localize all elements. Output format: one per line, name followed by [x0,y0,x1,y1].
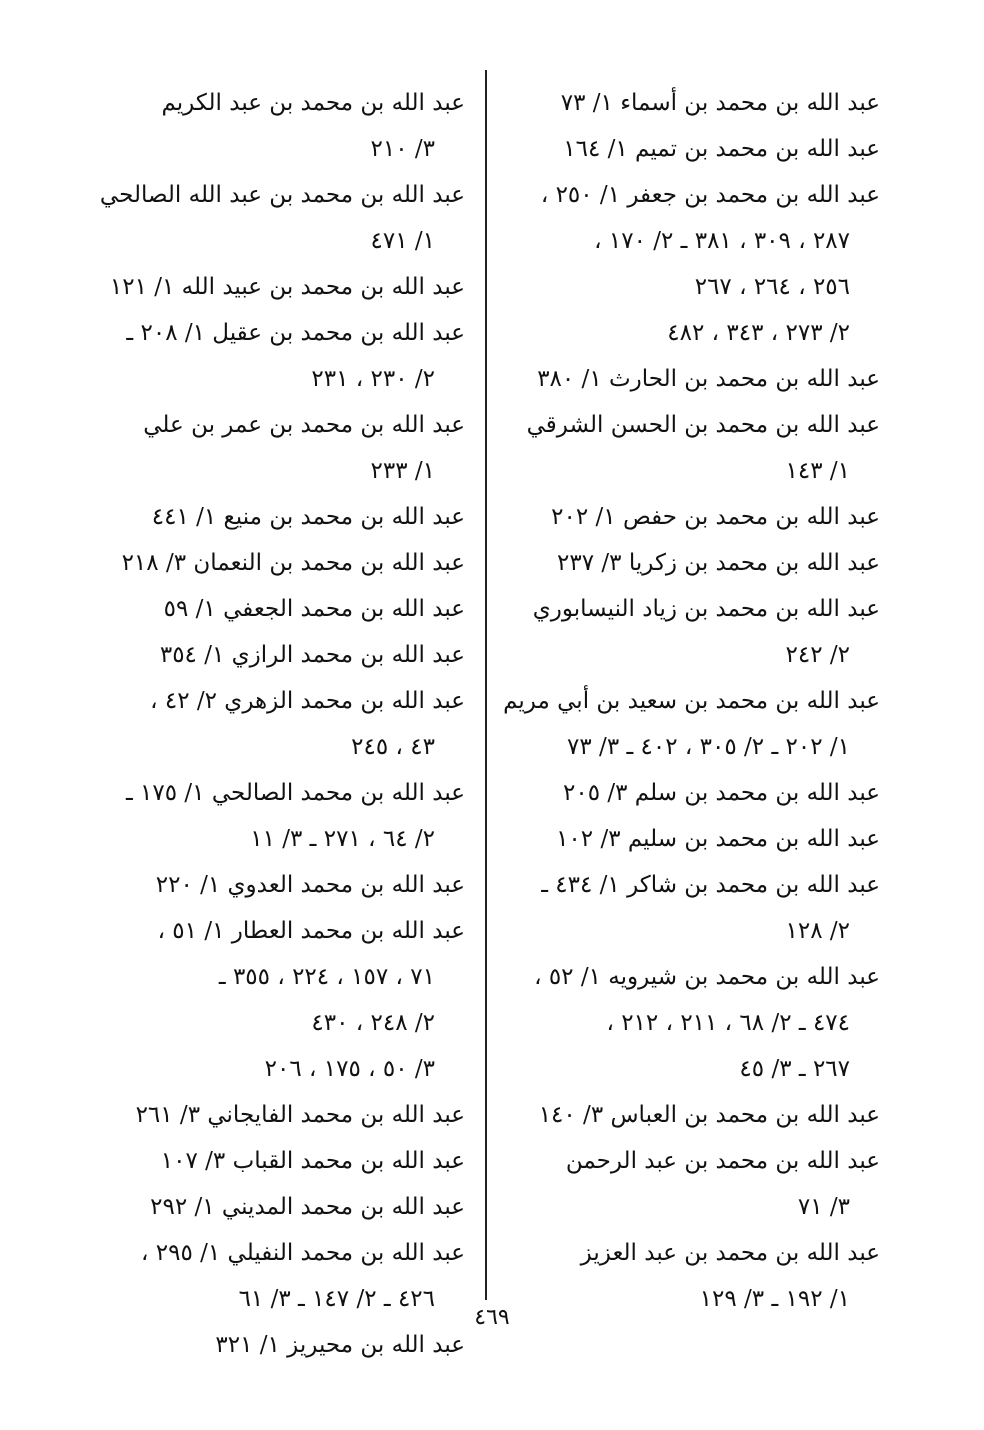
entry-continuation-line: ٢/ ١٢٨ [785,918,850,944]
entry-heading-line: عبد الله بن محمد بن عبد العزيز [580,1240,880,1266]
entry-heading-line: عبد الله بن محمد بن عبد الكريم [161,90,465,116]
index-entry [100,540,465,586]
index-entry [505,770,880,816]
index-entry [505,1092,880,1138]
entry-continuation-line: ٣/ ٢١٠ [370,136,435,162]
index-entry [100,1138,465,1184]
entry-heading-line: عبد الله بن محمد بن العباس ٣/ ١٤٠ [538,1102,880,1128]
entry-continuation-line: ٣/ ٥٠ ، ١٧٥ ، ٢٠٦ [264,1056,435,1082]
entry-heading-line: عبد الله بن محمد بن عبيد الله ١/ ١٢١ [109,274,465,300]
index-entry [100,862,465,908]
index-entry [100,310,465,402]
index-entry [505,356,880,402]
entry-continuation-line: ٤٣ ، ٢٤٥ [351,734,435,760]
index-entry [505,862,880,954]
entry-heading-line: عبد الله بن محمد بن جعفر ١/ ٢٥٠ ، [540,182,880,208]
entry-heading-line: عبد الله بن محمد بن عبد الله الصالحي [99,182,465,208]
index-entry [505,126,880,172]
index-entry [100,402,465,494]
entry-continuation-line: ٢/ ٢٧٣ ، ٣٤٣ ، ٤٨٢ [667,320,850,346]
index-entry [505,678,880,770]
entry-heading-line: عبد الله بن محمد النفيلي ١/ ٢٩٥ ، [141,1240,465,1266]
entry-heading-line: عبد الله بن محمد بن حفص ١/ ٢٠٢ [551,504,880,530]
entry-continuation-line: ٤٧٤ ـ ٢/ ٦٨ ، ٢١١ ، ٢١٢ ، [606,1010,850,1036]
entry-heading-line: عبد الله بن محمد بن النعمان ٣/ ٢١٨ [121,550,465,576]
index-entry [100,1092,465,1138]
entry-heading-line: عبد الله بن محمد بن تميم ١/ ١٦٤ [563,136,880,162]
entry-heading-line: عبد الله بن محمد الصالحي ١/ ١٧٥ ـ [125,780,465,806]
entry-heading-line: عبد الله بن محمد الزهري ٢/ ٤٢ ، [150,688,465,714]
entry-heading-line: عبد الله بن محمد بن شيرويه ١/ ٥٢ ، [534,964,880,990]
entry-heading-line: عبد الله بن محمد العدوي ١/ ٢٢٠ [155,872,465,898]
entry-heading-line: عبد الله بن محمد القباب ٣/ ١٠٧ [160,1148,465,1174]
index-entry [100,80,465,172]
entry-heading-line: عبد الله بن محمد بن سعيد بن أبي مريم [503,688,880,714]
index-entry [100,908,465,1092]
index-column-left [100,80,465,1368]
index-entry [505,1138,880,1230]
index-entry [505,954,880,1092]
index-entry [100,1184,465,1230]
entry-continuation-line: ٤٢٦ ـ ٢/ ١٤٧ ـ ٣/ ٦١ [238,1286,435,1312]
index-entry [505,80,880,126]
index-entry [505,540,880,586]
entry-heading-line: عبد الله بن محمد الجعفي ١/ ٥٩ [163,596,465,622]
entry-continuation-line: ٢/ ٢٣٠ ، ٢٣١ [311,366,435,392]
index-column-right [505,80,880,1322]
entry-continuation-line: ٢٥٦ ، ٢٦٤ ، ٢٦٧ [694,274,850,300]
entry-heading-line: عبد الله بن محمد بن الحسن الشرقي [526,412,880,438]
entry-heading-line: عبد الله بن محمد بن عقيل ١/ ٢٠٨ ـ [126,320,465,346]
entry-heading-line: عبد الله بن محمد بن شاكر ١/ ٤٣٤ ـ [541,872,880,898]
index-entry [505,172,880,356]
entry-continuation-line: ١/ ١٤٣ [785,458,850,484]
entry-heading-line: عبد الله بن محمد بن منيع ١/ ٤٤١ [151,504,465,530]
entry-continuation-line: ٧١ ، ١٥٧ ، ٢٢٤ ، ٣٥٥ ـ [218,964,435,990]
entry-continuation-line: ١/ ١٩٢ ـ ٣/ ١٢٩ [699,1286,850,1312]
column-divider [485,70,487,1300]
index-entry [505,586,880,678]
entry-continuation-line: ١/ ٢٠٢ ـ ٢/ ٣٠٥ ، ٤٠٢ ـ ٣/ ٧٣ [567,734,850,760]
entry-heading-line: عبد الله بن محمد بن عبد الرحمن [565,1148,880,1174]
index-entry [100,770,465,862]
entry-continuation-line: ٢/ ٢٤٨ ، ٤٣٠ [311,1010,435,1036]
entry-heading-line: عبد الله بن محيريز ١/ ٣٢١ [215,1332,465,1358]
entry-continuation-line: ٢٨٧ ، ٣٠٩ ، ٣٨١ ـ ٢/ ١٧٠ ، [594,228,850,254]
index-entry [505,402,880,494]
entry-continuation-line: ٣/ ٧١ [797,1194,850,1220]
entry-heading-line: عبد الله بن محمد بن عمر بن علي [143,412,465,438]
entry-heading-line: عبد الله بن محمد المديني ١/ ٢٩٢ [150,1194,465,1220]
index-entry [100,632,465,678]
entry-heading-line: عبد الله بن محمد الرازي ١/ ٣٥٤ [159,642,465,668]
entry-heading-line: عبد الله بن محمد العطار ١/ ٥١ ، [157,918,465,944]
index-entry [505,494,880,540]
entry-heading-line: عبد الله بن محمد بن سلم ٣/ ٢٠٥ [563,780,880,806]
entry-continuation-line: ١/ ٤٧١ [370,228,435,254]
index-entry [100,264,465,310]
page-number: ٤٦٩ [474,1305,510,1330]
entry-continuation-line: ١/ ٢٣٣ [370,458,435,484]
entry-heading-line: عبد الله بن محمد بن زياد النيسابوري [532,596,880,622]
entry-heading-line: عبد الله بن محمد بن زكريا ٣/ ٢٣٧ [557,550,880,576]
index-entry [100,494,465,540]
entry-continuation-line: ٢/ ٢٤٢ [785,642,850,668]
entry-heading-line: عبد الله بن محمد بن أسماء ١/ ٧٣ [560,90,880,116]
index-entry [100,678,465,770]
entry-heading-line: عبد الله بن محمد الفايجاني ٣/ ٢٦١ [135,1102,465,1128]
entry-heading-line: عبد الله بن محمد بن الحارث ١/ ٣٨٠ [537,366,880,392]
index-entry [100,172,465,264]
entry-heading-line: عبد الله بن محمد بن سليم ٣/ ١٠٢ [556,826,880,852]
index-entry [100,586,465,632]
index-entry [505,816,880,862]
entry-continuation-line: ٢٦٧ ـ ٣/ ٤٥ [739,1056,850,1082]
entry-continuation-line: ٢/ ٦٤ ، ٢٧١ ـ ٣/ ١١ [250,826,435,852]
